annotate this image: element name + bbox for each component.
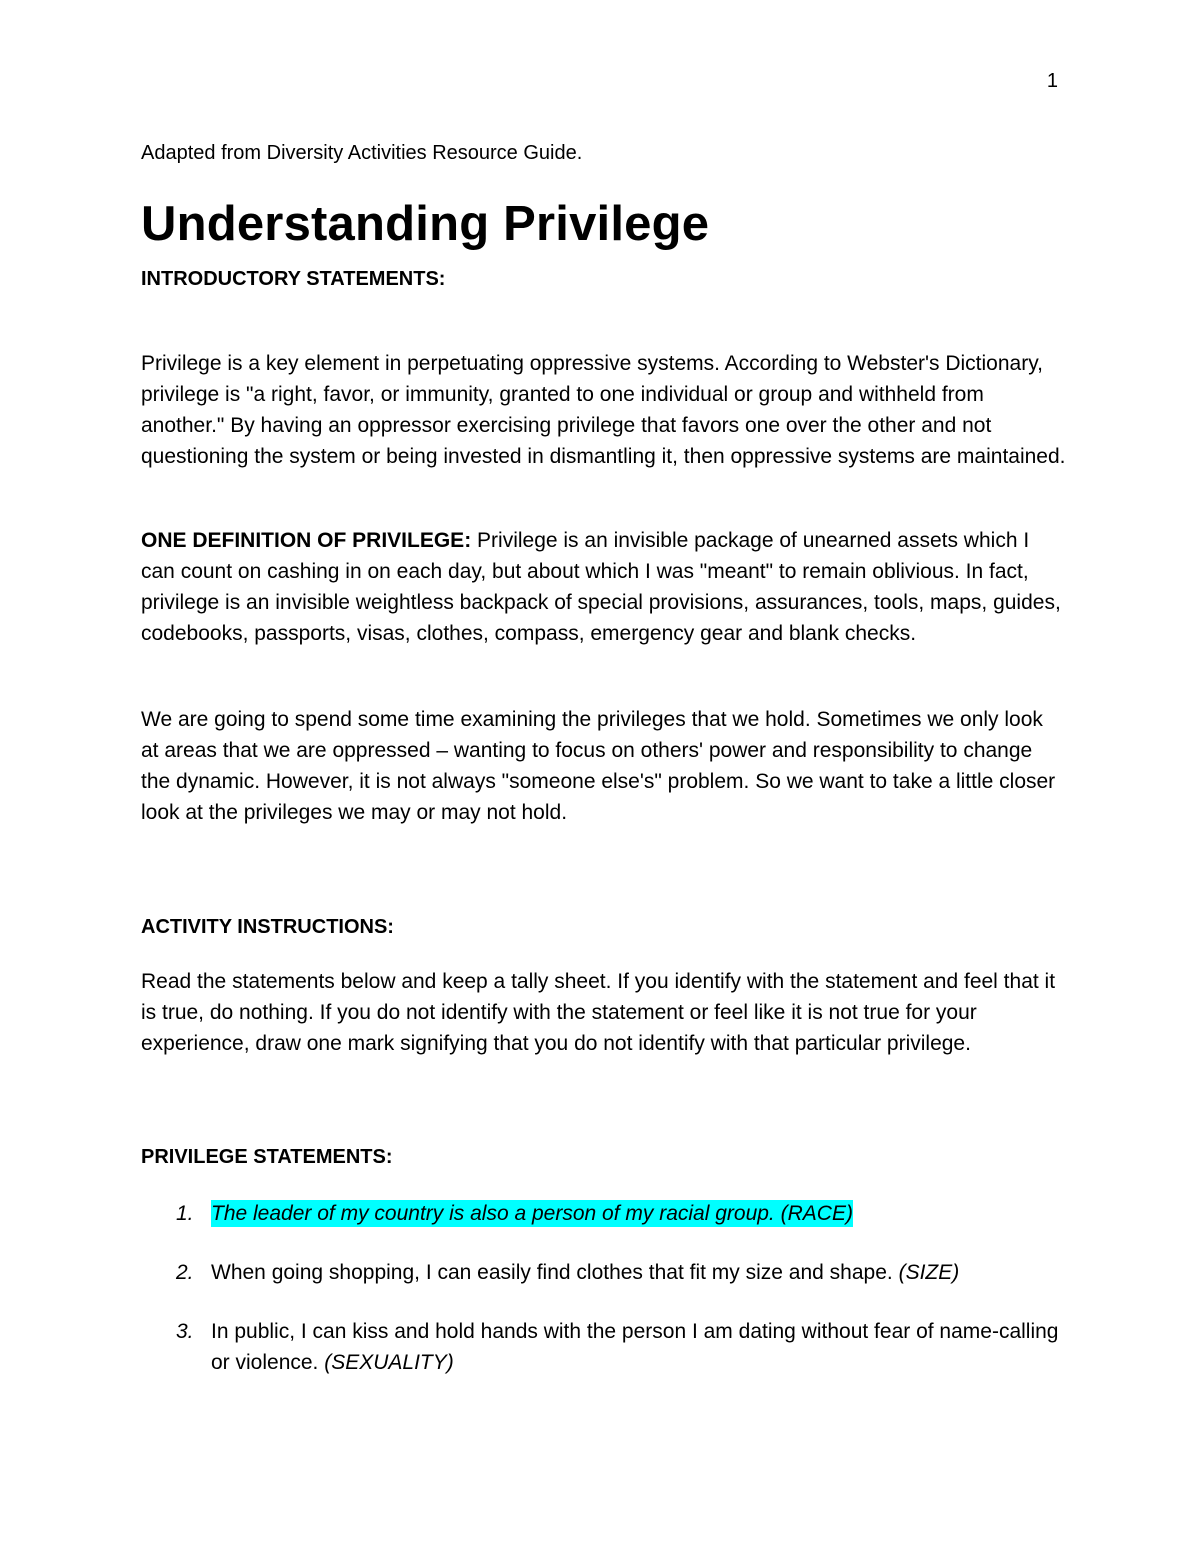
definition-label: ONE DEFINITION OF PRIVILEGE: bbox=[141, 529, 472, 552]
document-title: Understanding Privilege bbox=[141, 197, 710, 251]
statement-number: 2. bbox=[176, 1261, 194, 1284]
definition-text: Privilege is an invisible package of unearned assets which I can count on cashing in on each day, but about which I was "meant" to remain oblivious. In fact, privilege is an invisible weightless backpack of special provisions, assurances, tools, maps, guides, codebooks, passports, visas, clothes, compass, emergency gear and blank checks. bbox=[141, 529, 1061, 645]
definition-paragraph bbox=[141, 525, 1066, 649]
attribution-line: Adapted from Diversity Activities Resource Guide. bbox=[141, 142, 583, 164]
statement-text: In public, I can kiss and hold hands with the person I am dating without fear of name-calling or violence. bbox=[211, 1320, 1059, 1374]
activity-paragraph: Read the statements below and keep a tally sheet. If you identify with the statement and feel that it is true, do nothing. If you do not identify with the statement or feel like it is not true for your experience, draw one mark signifying that you do not identify with that particular privilege. bbox=[141, 970, 1056, 1055]
statement-number: 3. bbox=[176, 1320, 194, 1343]
statement-category: (RACE) bbox=[780, 1202, 853, 1225]
intro-heading: INTRODUCTORY STATEMENTS: bbox=[141, 268, 446, 290]
statements-heading: PRIVILEGE STATEMENTS: bbox=[141, 1146, 393, 1168]
statement-text: When going shopping, I can easily find clothes that fit my size and shape. bbox=[211, 1261, 893, 1284]
statement-category: (SEXUALITY) bbox=[324, 1351, 454, 1374]
statement-number: 1. bbox=[176, 1198, 194, 1229]
privilege-statements-list bbox=[141, 1198, 1066, 1406]
highlighted-statement bbox=[211, 1200, 853, 1227]
page-number: 1 bbox=[1046, 70, 1058, 92]
privilege-statement-3 bbox=[141, 1316, 1066, 1378]
privilege-statement-2 bbox=[141, 1257, 1066, 1288]
statement-text: The leader of my country is also a person of my racial group. bbox=[211, 1202, 775, 1225]
privilege-statement-1 bbox=[141, 1198, 1066, 1229]
activity-heading: ACTIVITY INSTRUCTIONS: bbox=[141, 916, 394, 938]
statement-category: (SIZE) bbox=[898, 1261, 960, 1284]
examining-paragraph: We are going to spend some time examining the privileges that we hold. Sometimes we only look at areas that we are oppressed – wanting to focus on others' power and responsibility to change the dynamic. However, it is not always "someone else's" problem. So we want to take a little closer look at the privileges we may or may not hold. bbox=[141, 708, 1056, 824]
intro-paragraph: Privilege is a key element in perpetuating oppressive systems. According to Webster's Dictionary, privilege is "a right, favor, or immunity, granted to one individual or group and withheld from another." By having an oppressor exercising privilege that favors one over the other and not questioning the system or being invested in dismantling it, then oppressive systems are maintained. bbox=[141, 352, 1066, 468]
